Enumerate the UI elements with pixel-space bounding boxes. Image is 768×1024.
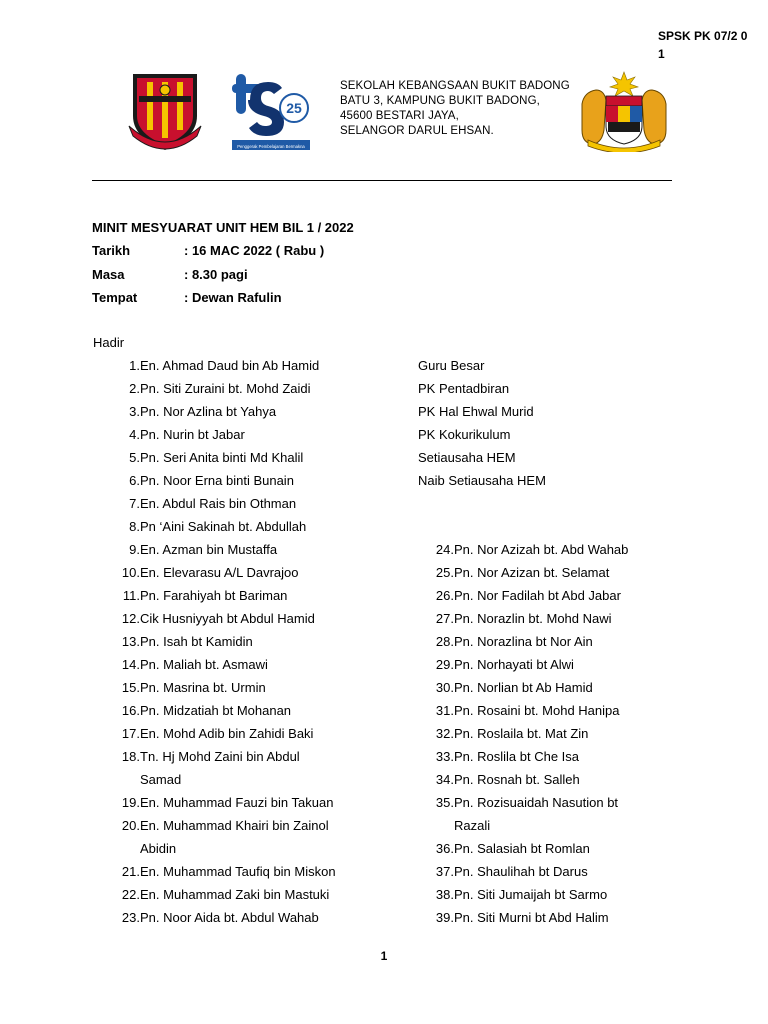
attendee-name: Pn. Rozisuaidah Nasution bt bbox=[454, 795, 619, 810]
attendee-name-continued: Samad bbox=[140, 772, 182, 787]
meta-date-value: : 16 MAC 2022 ( Rabu ) bbox=[184, 243, 325, 258]
coat-of-arms-logo bbox=[578, 70, 670, 152]
attendee-name: Pn. Maliah bt. Asmawi bbox=[140, 657, 268, 672]
attendee-number: 6. bbox=[129, 473, 140, 488]
attendee-name: Tn. Hj Mohd Zaini bin Abdul bbox=[140, 749, 300, 764]
attendee-role: PK Pentadbiran bbox=[418, 381, 510, 396]
attendee-number: 27. bbox=[435, 611, 454, 626]
attendee-name: Pn. Nor Fadilah bt Abd Jabar bbox=[454, 588, 621, 603]
attendee-name: Pn. Salasiah bt Romlan bbox=[454, 841, 590, 856]
attendee-number: 5. bbox=[129, 450, 140, 465]
attendee-number: 14. bbox=[121, 657, 140, 672]
attendee-number: 37. bbox=[435, 864, 454, 879]
meta-time-value: : 8.30 pagi bbox=[184, 267, 248, 282]
attendee-name: Pn. Nor Azlina bt Yahya bbox=[140, 404, 277, 419]
attendee-number: 26. bbox=[435, 588, 454, 603]
attendee-number: 15. bbox=[121, 680, 140, 695]
attendee-number: 35. bbox=[435, 795, 454, 810]
attendee-name: En. Muhammad Zaki bin Mastuki bbox=[140, 887, 330, 902]
attendee-name: En. Muhammad Fauzi bin Takuan bbox=[140, 795, 334, 810]
address-line: 45600 BESTARI JAYA, bbox=[340, 110, 459, 122]
attendee-number: 17. bbox=[121, 726, 140, 741]
attendee-name: Pn. Norhayati bt Alwi bbox=[454, 657, 574, 672]
attendee-name: Pn. Noor Aida bt. Abdul Wahab bbox=[140, 910, 319, 925]
meta-place bbox=[92, 290, 282, 305]
meta-date-label: Tarikh bbox=[92, 243, 131, 258]
attendee-number: 16. bbox=[121, 703, 140, 718]
minutes-title: MINIT MESYUARAT UNIT HEM BIL 1 / 2022 bbox=[92, 220, 354, 235]
attendee-name: Pn. Rosaini bt. Mohd Hanipa bbox=[454, 703, 620, 718]
ts25-caption: Penggerak Pembelajaran Bermakna bbox=[237, 144, 305, 149]
attendee-name: Cik Husniyyah bt Abdul Hamid bbox=[140, 611, 315, 626]
attendee-name: Pn. Nurin bt Jabar bbox=[140, 427, 245, 442]
attendee-number: 29. bbox=[435, 657, 454, 672]
ts25-logo bbox=[232, 70, 312, 152]
attendee-name: Pn. Roslaila bt. Mat Zin bbox=[454, 726, 589, 741]
school-address bbox=[340, 79, 570, 139]
attendee-number: 31. bbox=[435, 703, 454, 718]
attendee-name: Pn ‘Aini Sakinah bt. Abdullah bbox=[140, 519, 307, 534]
attendee-number: 22. bbox=[121, 887, 140, 902]
attendee-number: 13. bbox=[121, 634, 140, 649]
attendance-heading: Hadir bbox=[93, 335, 125, 350]
attendee-name: Pn. Rosnah bt. Salleh bbox=[454, 772, 580, 787]
attendee-name: Pn. Nor Azizah bt. Abd Wahab bbox=[454, 542, 629, 557]
attendee-number: 1. bbox=[129, 358, 140, 373]
attendee-number: 30. bbox=[435, 680, 454, 695]
attendee-number: 10. bbox=[121, 565, 140, 580]
attendee-name-continued: Razali bbox=[454, 818, 491, 833]
attendee-role: Setiausaha HEM bbox=[418, 450, 516, 465]
attendee-name: Pn. Masrina bt. Urmin bbox=[140, 680, 266, 695]
attendee-role: PK Kokurikulum bbox=[418, 427, 511, 442]
attendee-role: Guru Besar bbox=[418, 358, 485, 373]
attendee-name: Pn. Noor Erna binti Bunain bbox=[140, 473, 294, 488]
attendee-name: Pn. Siti Jumaijah bt Sarmo bbox=[454, 887, 608, 902]
address-line: SELANGOR DARUL EHSAN. bbox=[340, 125, 494, 137]
attendee-number: 18. bbox=[121, 749, 140, 764]
attendee-number: 11. bbox=[122, 588, 140, 603]
attendee-number: 34. bbox=[435, 772, 454, 787]
attendee-name: Pn. Midzatiah bt Mohanan bbox=[140, 703, 292, 718]
meta-time-label: Masa bbox=[92, 267, 125, 282]
attendee-name: En. Muhammad Khairi bin Zainol bbox=[140, 818, 329, 833]
attendee-number: 4. bbox=[129, 427, 140, 442]
attendee-name: En. Elevarasu A/L Davrajoo bbox=[140, 565, 299, 580]
attendee-number: 32. bbox=[435, 726, 454, 741]
attendee-name: En. Azman bin Mustaffa bbox=[140, 542, 278, 557]
school-crest-logo bbox=[125, 66, 205, 154]
attendee-name: Pn. Isah bt Kamidin bbox=[140, 634, 253, 649]
attendee-role: Naib Setiausaha HEM bbox=[418, 473, 546, 488]
attendee-name: Pn. Norazlina bt Nor Ain bbox=[454, 634, 593, 649]
address-line: BATU 3, KAMPUNG BUKIT BADONG, bbox=[340, 95, 540, 107]
attendee-name-continued: Abidin bbox=[140, 841, 177, 856]
attendee-name: En. Ahmad Daud bin Ab Hamid bbox=[140, 358, 320, 373]
attendee-number: 25. bbox=[435, 565, 454, 580]
meta-time bbox=[92, 267, 248, 282]
attendee-number: 19. bbox=[121, 795, 140, 810]
attendee-number: 23. bbox=[121, 910, 140, 925]
attendee-name: En. Abdul Rais bin Othman bbox=[140, 496, 297, 511]
attendee-name: Pn. Siti Murni bt Abd Halim bbox=[454, 910, 609, 925]
attendee-number: 8. bbox=[129, 519, 140, 534]
attendee-name: Pn. Roslila bt Che Isa bbox=[454, 749, 580, 764]
attendee-name: En. Muhammad Taufiq bin Miskon bbox=[140, 864, 336, 879]
attendee-name: Pn. Farahiyah bt Bariman bbox=[140, 588, 288, 603]
attendee-name: En. Mohd Adib bin Zahidi Baki bbox=[140, 726, 314, 741]
attendee-number: 33. bbox=[435, 749, 454, 764]
attendee-name: Pn. Seri Anita binti Md Khalil bbox=[140, 450, 304, 465]
attendee-number: 38. bbox=[435, 887, 454, 902]
attendee-number: 9. bbox=[129, 542, 140, 557]
attendee-name: Pn. Shaulihah bt Darus bbox=[454, 864, 588, 879]
attendee-number: 28. bbox=[435, 634, 454, 649]
attendee-number: 20. bbox=[121, 818, 140, 833]
page-number: 1 bbox=[380, 949, 388, 963]
attendee-number: 2. bbox=[129, 381, 140, 396]
attendee-number: 3. bbox=[129, 404, 140, 419]
attendee-number: 36. bbox=[435, 841, 454, 856]
document-code: SPSK PK 07/2 01 bbox=[658, 29, 748, 61]
attendee-name: Pn. Norazlin bt. Mohd Nawi bbox=[454, 611, 612, 626]
attendee-name: Pn. Nor Azizan bt. Selamat bbox=[454, 565, 610, 580]
meta-place-value: : Dewan Rafulin bbox=[184, 290, 282, 305]
header-divider bbox=[92, 180, 672, 181]
meta-place-label: Tempat bbox=[92, 290, 138, 305]
attendee-number: 12. bbox=[121, 611, 140, 626]
attendee-number: 24. bbox=[435, 542, 454, 557]
attendee-name: Pn. Siti Zuraini bt. Mohd Zaidi bbox=[140, 381, 311, 396]
meta-date bbox=[92, 243, 324, 258]
ts25-number: 25 bbox=[286, 100, 302, 116]
attendee-number: 39. bbox=[435, 910, 454, 925]
address-line: SEKOLAH KEBANGSAAN BUKIT BADONG bbox=[340, 80, 570, 92]
attendee-role: PK Hal Ehwal Murid bbox=[418, 404, 534, 419]
attendee-number: 21. bbox=[121, 864, 140, 879]
attendee-name: Pn. Norlian bt Ab Hamid bbox=[454, 680, 593, 695]
attendee-number: 7. bbox=[129, 496, 140, 511]
